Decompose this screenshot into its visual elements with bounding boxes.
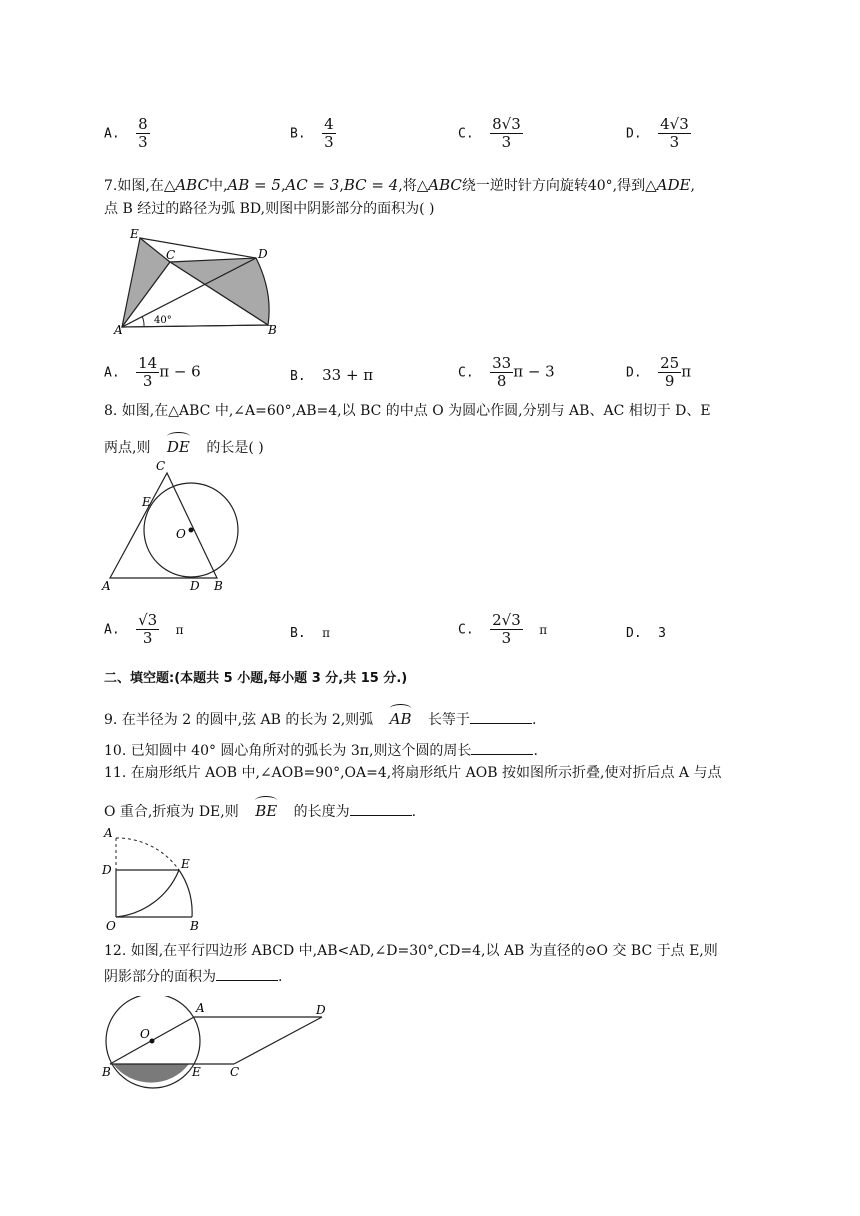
q7-stem-line1: 7.如图,在△ABC中,AB = 5,AC = 3,BC = 4,将△ABC绕一逆时针方向旋转40°,得到△ADE, bbox=[104, 176, 695, 194]
q11-label-a: A bbox=[104, 826, 113, 840]
q12-edge-dc bbox=[234, 1017, 322, 1064]
answer-blank[interactable] bbox=[471, 742, 533, 755]
q6-option-c bbox=[458, 116, 523, 151]
q12-figure bbox=[100, 996, 332, 1094]
q8-label-a: A bbox=[102, 579, 111, 593]
q11-label-e: E bbox=[181, 857, 190, 871]
q11-label-o: O bbox=[106, 919, 116, 933]
fraction: $\frac{14}{3}$ bbox=[138, 354, 158, 390]
q6-option-b bbox=[290, 116, 336, 151]
q8-label-e: E bbox=[142, 495, 151, 509]
q8-stem-line2: 两点,则 DE 的长是( ) bbox=[104, 432, 264, 457]
option-label: B. bbox=[290, 126, 306, 142]
q8-label-c: C bbox=[156, 459, 166, 473]
q12-label-e: E bbox=[192, 1065, 201, 1079]
q7-stem-line2: 点 B 经过的路径为弧 BD,则图中阴影部分的面积为( ) bbox=[104, 201, 435, 217]
answer-blank[interactable] bbox=[216, 968, 278, 981]
q8-option-a: A. $\frac{√3}{3}$ π bbox=[104, 611, 184, 647]
q8-label-o: O bbox=[176, 527, 186, 541]
q7-option-b: B. 33 + π bbox=[290, 366, 374, 384]
section-heading: 二、填空题:(本题共 5 小题,每小题 3 分,共 15 分.) bbox=[104, 671, 408, 686]
q11-label-d: D bbox=[102, 863, 112, 877]
q12-label-c: C bbox=[230, 1065, 240, 1079]
q8-label-d: D bbox=[190, 579, 200, 593]
fraction: $\frac{8√3}{3}$ bbox=[492, 115, 521, 151]
option-label: A. bbox=[104, 126, 120, 142]
q11-label-b: B bbox=[190, 919, 199, 933]
q8-stem-line1: 8. 如图,在△ABC 中,∠A=60°,AB=4,以 BC 的中点 O 为圆心作圆,分别与 AB、AC 相切于 D、E bbox=[104, 403, 711, 419]
q9-stem: 9. 在半径为 2 的圆中,弦 AB 的长为 2,则弧 AB 长等于 . bbox=[104, 704, 536, 729]
q8-option-b: B. π bbox=[290, 626, 330, 641]
q7-label-d: D bbox=[258, 247, 268, 261]
fraction: $\frac{2√3}{3}$ bbox=[492, 611, 521, 647]
q12-label-d: D bbox=[316, 1003, 326, 1017]
q7-label-e: E bbox=[130, 228, 139, 241]
q8-triangle bbox=[110, 473, 217, 578]
fraction: $\frac{8}{3}$ bbox=[138, 115, 148, 151]
answer-blank[interactable] bbox=[470, 711, 532, 724]
q12-shaded-segment bbox=[113, 1064, 189, 1083]
q8-option-d: D. 3 bbox=[626, 626, 666, 641]
q11-dashed-arc bbox=[116, 838, 179, 870]
q12-label-a: A bbox=[196, 1001, 205, 1015]
arc-be: BE bbox=[255, 796, 277, 820]
option-label: D. bbox=[626, 126, 642, 142]
q7-option-c: C. $\frac{33}{8}$ π − 3 bbox=[458, 354, 555, 390]
q11-stem-line2: O 重合,折痕为 DE,则 BE 的长度为 . bbox=[104, 796, 416, 821]
q7-label-b: B bbox=[268, 323, 277, 337]
q7-figure bbox=[110, 228, 290, 338]
fraction: $\frac{25}{9}$ bbox=[660, 354, 680, 390]
q11-folded-arc bbox=[116, 870, 179, 917]
q7-label-c: C bbox=[166, 248, 176, 262]
q12-stem-line2: 阴影部分的面积为 . bbox=[104, 969, 283, 985]
q12-center-dot bbox=[150, 1039, 155, 1044]
q11-arc-eb bbox=[179, 870, 192, 917]
fraction: $\frac{√3}{3}$ bbox=[138, 611, 158, 647]
q6-option-d bbox=[626, 116, 691, 151]
fraction: $\frac{33}{8}$ bbox=[492, 354, 512, 390]
q6-option-a bbox=[104, 116, 150, 151]
option-label: C. bbox=[458, 126, 474, 142]
fraction: $\frac{4√3}{3}$ bbox=[660, 115, 689, 151]
q12-label-b: B bbox=[102, 1065, 111, 1079]
answer-blank[interactable] bbox=[350, 803, 412, 816]
arc-ab: AB bbox=[390, 704, 412, 728]
q7-label-a: A bbox=[114, 323, 123, 337]
arc-de: DE bbox=[167, 432, 190, 456]
q11-stem-line1: 11. 在扇形纸片 AOB 中,∠AOB=90°,OA=4,将扇形纸片 AOB 按如图所示折叠,使对折后点 A 与点 bbox=[104, 765, 722, 781]
q12-stem-line1: 12. 如图,在平行四边形 ABCD 中,AB<AD,∠D=30°,CD=4,以 AB 为直径的⊙O 交 BC 于点 E,则 bbox=[104, 943, 718, 959]
q8-option-c: C. $\frac{2√3}{3}$ π bbox=[458, 611, 548, 647]
q7-option-a: A. $\frac{14}{3}$ π − 6 bbox=[104, 354, 201, 390]
q7-option-d: D. $\frac{25}{9}$ π bbox=[626, 354, 692, 390]
q11-figure bbox=[100, 826, 210, 934]
q10-stem: 10. 已知圆中 40° 圆心角所对的弧长为 3π,则这个圆的周长 . bbox=[104, 743, 538, 759]
q12-label-o: O bbox=[140, 1027, 150, 1041]
q8-label-b: B bbox=[214, 579, 223, 593]
q8-center-dot bbox=[189, 528, 194, 533]
fraction: $\frac{4}{3}$ bbox=[324, 115, 334, 151]
q8-figure bbox=[100, 438, 250, 596]
q7-label-angle: 40° bbox=[154, 315, 172, 326]
